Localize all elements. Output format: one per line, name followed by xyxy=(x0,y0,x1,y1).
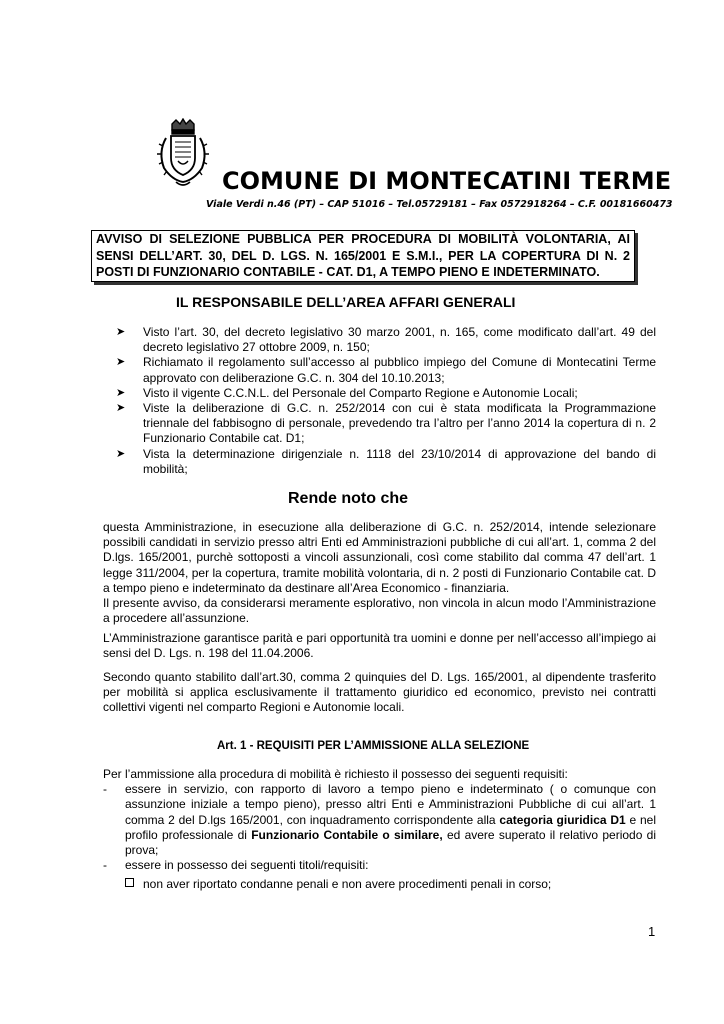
paragraph: questa Amministrazione, in esecuzione alla deliberazione di G.C. n. 252/2014, intende selezionare possibili candidati in servizio presso altri Enti ed Amministrazioni pubbliche di cui all’art. 1, comma 2 del D.lgs. 165/2001, purchè sottoposti a vincoli assunzionali, così come stabilito dal comma 47 dell’art. 1 legge 311/2004, per la copertura, tramite mobilità volontaria, di n. 2 posti di Funzionario Contabile cat. D a tempo pieno e indeterminato da destinare all’Area Economico - finanziaria. xyxy=(103,520,656,595)
arrow-bullet-icon: ➤ xyxy=(116,386,126,399)
sub-requirement-item: non aver riportato condanne penali e non avere procedimenti penali in corso; xyxy=(125,877,551,891)
article-1-title: Art. 1 - REQUISITI PER L’AMMISSIONE ALLA SELEZIONE xyxy=(217,740,530,752)
list-item: ➤ Visto l’art. 30, del decreto legislativo 30 marzo 2001, n. 165, come modificato dall’art. 49 del decreto legislativo 27 ottobre 2009, n. 150; xyxy=(116,325,656,355)
notice-line: POSTI DI FUNZIONARIO CONTABILE - CAT. D1, A TEMPO PIENO E INDETERMINATO. xyxy=(96,265,600,279)
list-item: ➤ Vista la determinazione dirigenziale n. 1118 del 23/10/2014 di approvazione del bando di mobilità; xyxy=(116,446,656,476)
comune-title: COMUNE DI MONTECATINI TERME xyxy=(222,167,672,195)
requirements-block xyxy=(103,767,656,873)
requirement-item: - essere in servizio, con rapporto di lavoro a tempo pieno e indeterminato ( o comunque con assunzione iniziale a tempo pieno), presso altri Enti e Amministrazioni Pubbliche di cui all’art. 1 comma 2 del D.lgs 165/2001, con inquadramento corrispondente alla categoria giuridica D1 e nel profilo professionale di Funzionario Contabile o similare, ed avere superato il relativo periodo di prova; xyxy=(103,782,657,858)
arrow-bullet-icon: ➤ xyxy=(116,402,126,415)
body-block-2 xyxy=(103,631,656,661)
arrow-bullet-icon: ➤ xyxy=(116,447,126,460)
responsabile-heading: IL RESPONSABILE DELL’AREA AFFARI GENERALI xyxy=(176,294,516,310)
paragraph: Secondo quanto stabilito dall’art.30, comma 2 quinquies del D. Lgs. 165/2001, al dipendente trasferito per mobilità si applica esclusivamente il trattamento giuridico ed economico, previsto nei contratti collettivi vigenti nel comparto Regioni e Autonomie locali. xyxy=(103,670,656,715)
comune-contacts: Viale Verdi n.46 (PT) – CAP 51016 – Tel.05729181 – Fax 0572918264 – C.F. 00181660473 xyxy=(206,199,673,210)
page-number: 1 xyxy=(648,924,656,939)
body-block-3 xyxy=(103,670,656,716)
requirements-intro: Per l’ammissione alla procedura di mobilità è richiesto il possesso dei seguenti requisiti: xyxy=(103,767,568,781)
rende-noto-heading: Rende noto che xyxy=(288,490,409,507)
paragraph: Il presente avviso, da considerarsi meramente esplorativo, non vincola in alcun modo l’Amministrazione a procedere all’assunzione. xyxy=(103,596,656,626)
notice-box xyxy=(91,230,635,282)
arrow-bullet-icon: ➤ xyxy=(116,356,126,369)
arrow-bullet-icon: ➤ xyxy=(116,326,126,338)
premesse-list xyxy=(116,325,656,477)
paragraph: L’Amministrazione garantisce parità e pari opportunità tra uomini e donne per nell’accesso all’impiego ai sensi del D. Lgs. n. 198 del 11.04.2006. xyxy=(103,631,656,661)
list-item: ➤ Richiamato il regolamento sull’accesso al pubblico impiego del Comune di Montecatini Terme approvato con deliberazione G.C. n. 304 del 10.10.2013; xyxy=(116,355,656,385)
notice-line: SENSI DELL’ART. 30, DEL D. LGS. N. 165/2001 E S.M.I., PER LA COPERTURA DI N. 2 xyxy=(96,248,630,263)
checkbox-bullet-icon xyxy=(125,878,134,887)
body-block-1 xyxy=(103,520,656,626)
requirement-item: - essere in possesso dei seguenti titoli/requisiti: xyxy=(103,858,369,873)
comune-crest-icon xyxy=(152,118,214,190)
notice-line: AVVISO DI SELEZIONE PUBBLICA PER PROCEDURA DI MOBILITÀ VOLONTARIA, AI xyxy=(96,232,630,246)
list-item: ➤ Viste la deliberazione di G.C. n. 252/2014 con cui è stata modificata la Programmazione triennale del fabbisogno di personale, prevedendo tra l’altro per l’anno 2014 la copertura di n. 2 Funzionario Contabile cat. D1; xyxy=(116,401,656,446)
list-item: ➤ Visto il vigente C.C.N.L. del Personale del Comparto Regione e Autonomie Locali; xyxy=(116,385,578,400)
